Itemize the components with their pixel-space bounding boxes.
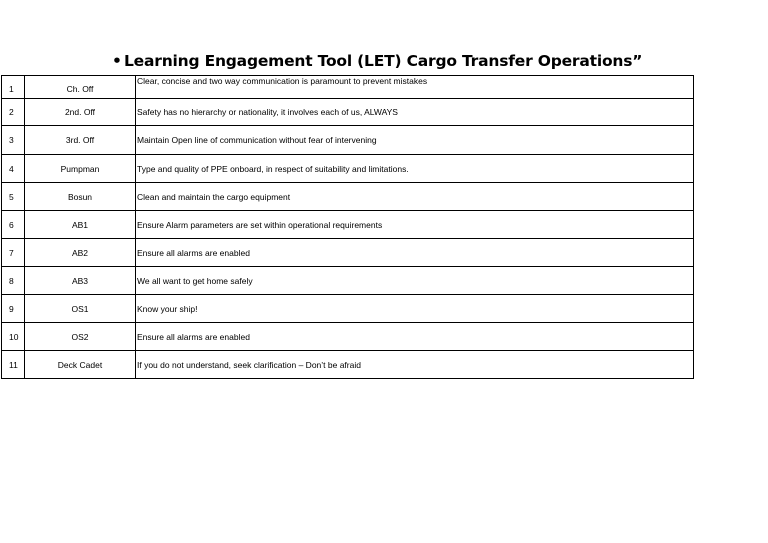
row-message: Know your ship! — [136, 295, 694, 323]
table-row — [2, 126, 694, 155]
row-role: OS2 — [25, 323, 136, 351]
row-role: AB1 — [25, 211, 136, 239]
table-row — [2, 183, 694, 211]
row-role: OS1 — [25, 295, 136, 323]
row-number: 2 — [2, 99, 25, 126]
table-row — [2, 267, 694, 295]
row-message: Ensure Alarm parameters are set within operational requirements — [136, 211, 694, 239]
row-number: 4 — [2, 155, 25, 183]
table-row — [2, 211, 694, 239]
row-message: Ensure all alarms are enabled — [136, 323, 694, 351]
table-row — [2, 239, 694, 267]
row-number: 10 — [2, 323, 25, 351]
page-title — [112, 50, 712, 72]
row-number: 8 — [2, 267, 25, 295]
let-table — [1, 75, 694, 379]
row-role: Pumpman — [25, 155, 136, 183]
row-message: Clean and maintain the cargo equipment — [136, 183, 694, 211]
row-number: 9 — [2, 295, 25, 323]
row-role: Deck Cadet — [25, 351, 136, 379]
row-role: Ch. Off — [25, 76, 136, 99]
row-message: Maintain Open line of communication without fear of intervening — [136, 126, 694, 155]
row-role: AB2 — [25, 239, 136, 267]
row-message: We all want to get home safely — [136, 267, 694, 295]
table-row — [2, 295, 694, 323]
row-number: 11 — [2, 351, 25, 379]
row-number: 5 — [2, 183, 25, 211]
row-message: Type and quality of PPE onboard, in respect of suitability and limitations. — [136, 155, 694, 183]
table-row — [2, 99, 694, 126]
row-number: 1 — [2, 76, 25, 99]
row-role: 3rd. Off — [25, 126, 136, 155]
row-number: 3 — [2, 126, 25, 155]
row-role: Bosun — [25, 183, 136, 211]
table-row — [2, 76, 694, 99]
table-row — [2, 155, 694, 183]
row-number: 6 — [2, 211, 25, 239]
row-message: Ensure all alarms are enabled — [136, 239, 694, 267]
row-message: If you do not understand, seek clarification – Don’t be afraid — [136, 351, 694, 379]
row-role: AB3 — [25, 267, 136, 295]
title-text: Learning Engagement Tool (LET) Cargo Transfer Operations” — [124, 52, 643, 70]
row-message: Safety has no hierarchy or nationality, it involves each of us, ALWAYS — [136, 99, 694, 126]
table-row — [2, 351, 694, 379]
row-number: 7 — [2, 239, 25, 267]
table-row — [2, 323, 694, 351]
row-message: Clear, concise and two way communication is paramount to prevent mistakes — [136, 76, 694, 99]
row-role: 2nd. Off — [25, 99, 136, 126]
title-bullet: • — [112, 52, 122, 70]
